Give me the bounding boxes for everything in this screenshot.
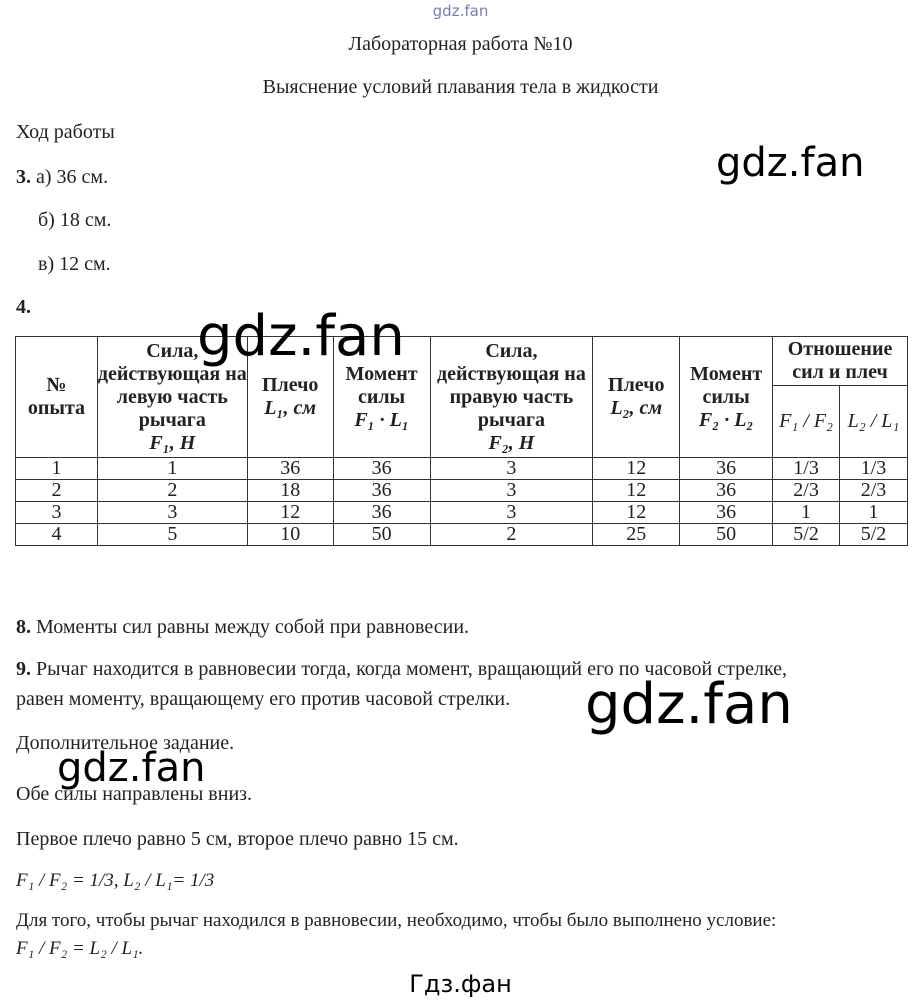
extra-answer-1: Обе силы направлены вниз. — [16, 783, 253, 805]
q3-answer-c: в) 12 см. — [38, 253, 111, 275]
extra-answer-2: Первое плечо равно 5 см, второе плечо равно 15 см. — [16, 828, 459, 850]
table-row — [16, 458, 908, 480]
table-cell: 5/2 — [773, 524, 840, 546]
table-cell: 36 — [680, 502, 773, 524]
table-cell: 3 — [97, 502, 247, 524]
table-cell: 1/3 — [840, 458, 908, 480]
header-force-right-unit: F₂, Н — [488, 431, 535, 454]
header-experiment-number: № опыта — [16, 337, 98, 458]
q4-number: 4. — [16, 296, 31, 318]
table-cell: 1 — [840, 502, 908, 524]
watermark-4: gdz.fan — [57, 745, 206, 791]
table-cell: 36 — [247, 458, 333, 480]
table-cell: 3 — [16, 502, 98, 524]
page-title: Лабораторная работа №10 — [348, 33, 573, 55]
table-cell: 18 — [247, 480, 333, 502]
table-cell: 5/2 — [840, 524, 908, 546]
table-cell: 2/3 — [840, 480, 908, 502]
header-arm-left: Плечо L₁, см — [247, 337, 333, 458]
header-force-left: Сила, действующая на левую часть рычага F₁, Н — [97, 337, 247, 458]
watermark-3: gdz.fan — [585, 672, 793, 737]
q3-number: 3. — [16, 166, 31, 188]
extra-label: Дополнительное задание. — [16, 732, 235, 754]
q8-number: 8. — [16, 616, 31, 638]
table-cell: 1 — [16, 458, 98, 480]
header-moment-right-expr: F₂ · L₂ — [698, 408, 754, 431]
table-cell: 1 — [97, 458, 247, 480]
q3-answer-a — [16, 166, 108, 189]
table-cell: 3 — [430, 480, 593, 502]
table-cell: 25 — [593, 524, 680, 546]
table-body — [16, 458, 908, 546]
q9-answer-line2: равен моменту, вращающему его против часовой стрелки. — [16, 688, 511, 710]
table-cell: 12 — [593, 502, 680, 524]
q8-text: Моменты сил равны между собой при равновесии. — [36, 616, 470, 638]
header-force-right: Сила, действующая на правую часть рычага F₂, Н — [430, 337, 593, 458]
extra-formula: F₁ / F₂ = 1/3, L₂ / L₁= 1/3 — [16, 870, 215, 891]
work-label: Ход работы — [16, 121, 115, 143]
header-arm-left-unit: L₁, см — [264, 397, 317, 419]
watermark-top: gdz.fan — [432, 2, 489, 20]
table-row — [16, 524, 908, 546]
table-cell: 1/3 — [773, 458, 840, 480]
table-cell: 5 — [97, 524, 247, 546]
header-ratio: Отношение сил и плеч — [773, 337, 908, 386]
q9-text-line1: Рычаг находится в равновесии тогда, когда момент, вращающий его по часовой стрелке, — [36, 658, 788, 680]
table-cell: 36 — [333, 458, 430, 480]
q9-number: 9. — [16, 658, 31, 680]
table-cell: 2 — [16, 480, 98, 502]
table-cell: 12 — [593, 458, 680, 480]
table-cell: 36 — [680, 480, 773, 502]
header-moment-left-expr: F₁ · L₁ — [354, 408, 409, 431]
header-moment-left: Момент силы F₁ · L₁ — [333, 337, 430, 458]
watermark-bottom: Гдз.фан — [409, 970, 512, 998]
table-cell: 2/3 — [773, 480, 840, 502]
table-cell: 12 — [593, 480, 680, 502]
header-moment-right: Момент силы F₂ · L₂ — [680, 337, 773, 458]
watermark-1: gdz.fan — [716, 140, 865, 186]
q8-answer — [16, 616, 469, 639]
table-cell: 2 — [97, 480, 247, 502]
table-cell: 50 — [680, 524, 773, 546]
table-cell: 2 — [430, 524, 593, 546]
table-cell: 36 — [333, 480, 430, 502]
table-cell: 10 — [247, 524, 333, 546]
q3-answer-b: б) 18 см. — [38, 209, 112, 231]
q3-a-text: а) 36 см. — [36, 166, 109, 188]
table-cell: 1 — [773, 502, 840, 524]
watermark-2: gdz.fan — [197, 304, 405, 369]
header-force-left-unit: F₁, Н — [149, 431, 196, 454]
extra-condition-line1: Для того, чтобы рычаг находился в равновесии, необходимо, чтобы было выполнено условие: — [16, 910, 777, 931]
table-cell: 4 — [16, 524, 98, 546]
header-ratio-arms: L₂ / L₁ — [840, 386, 908, 458]
header-arm-right: Плечо L₂, см — [593, 337, 680, 458]
table-row — [16, 502, 908, 524]
table-cell: 36 — [680, 458, 773, 480]
page-subtitle: Выяснение условий плавания тела в жидкости — [262, 76, 659, 98]
table-row — [16, 480, 908, 502]
header-arm-right-unit: L₂, см — [610, 397, 663, 419]
header-ratio-forces: F₁ / F₂ — [773, 386, 840, 458]
table-cell: 36 — [333, 502, 430, 524]
table-cell: 12 — [247, 502, 333, 524]
table-cell: 3 — [430, 502, 593, 524]
table-cell: 3 — [430, 458, 593, 480]
extra-condition-line2: F₁ / F₂ = L₂ / L₁. — [16, 938, 144, 959]
table-cell: 50 — [333, 524, 430, 546]
lever-table — [15, 336, 908, 546]
